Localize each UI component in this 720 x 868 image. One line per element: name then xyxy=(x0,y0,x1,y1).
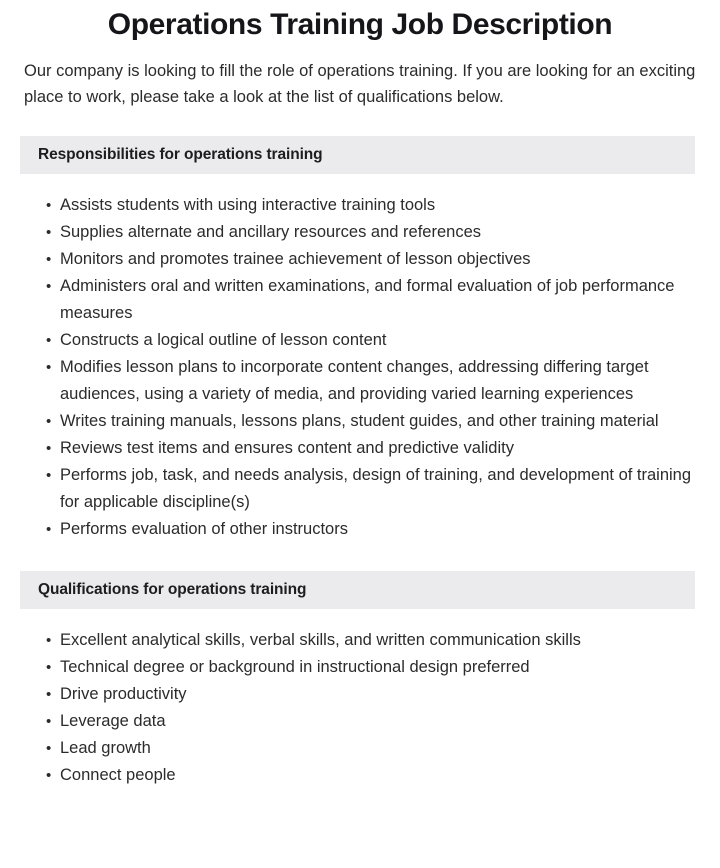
list-item: • Constructs a logical outline of lesson content xyxy=(24,327,696,354)
list-item: • Lead growth xyxy=(24,735,696,762)
list-item: • Modifies lesson plans to incorporate content changes, addressing differing target audiences, using a variety of media, and providing varied learning experiences xyxy=(24,354,696,408)
section-header-qualifications xyxy=(20,571,695,609)
section-heading-label: Qualifications for operations training xyxy=(38,581,307,598)
list-item: • Excellent analytical skills, verbal skills, and written communication skills xyxy=(24,627,696,654)
list-item: • Performs job, task, and needs analysis, design of training, and development of training for applicable discipline(s) xyxy=(24,462,696,516)
list-item: • Supplies alternate and ancillary resources and references xyxy=(24,219,696,246)
list-item: • Performs evaluation of other instructors xyxy=(24,516,696,543)
qualifications-list xyxy=(0,609,720,789)
list-item: • Reviews test items and ensures content and predictive validity xyxy=(24,435,696,462)
list-item: • Drive productivity xyxy=(24,681,696,708)
list-item: • Monitors and promotes trainee achievement of lesson objectives xyxy=(24,246,696,273)
list-item: • Leverage data xyxy=(24,708,696,735)
section-responsibilities xyxy=(0,136,720,543)
list-item: • Connect people xyxy=(24,762,696,789)
list-item: • Technical degree or background in instructional design preferred xyxy=(24,654,696,681)
list-item: • Assists students with using interactive training tools xyxy=(24,192,696,219)
list-item: • Writes training manuals, lessons plans, student guides, and other training material xyxy=(24,408,696,435)
responsibilities-list xyxy=(0,174,720,543)
section-qualifications xyxy=(0,571,720,789)
intro-paragraph: Our company is looking to fill the role of operations training. If you are looking for an exciting place to work, please take a look at the list of qualifications below. xyxy=(24,62,696,106)
list-item: • Administers oral and written examinations, and formal evaluation of job performance measures xyxy=(24,273,696,327)
section-header-responsibilities xyxy=(20,136,695,174)
section-heading-label: Responsibilities for operations training xyxy=(38,146,323,163)
page-title: Operations Training Job Description xyxy=(107,8,613,41)
